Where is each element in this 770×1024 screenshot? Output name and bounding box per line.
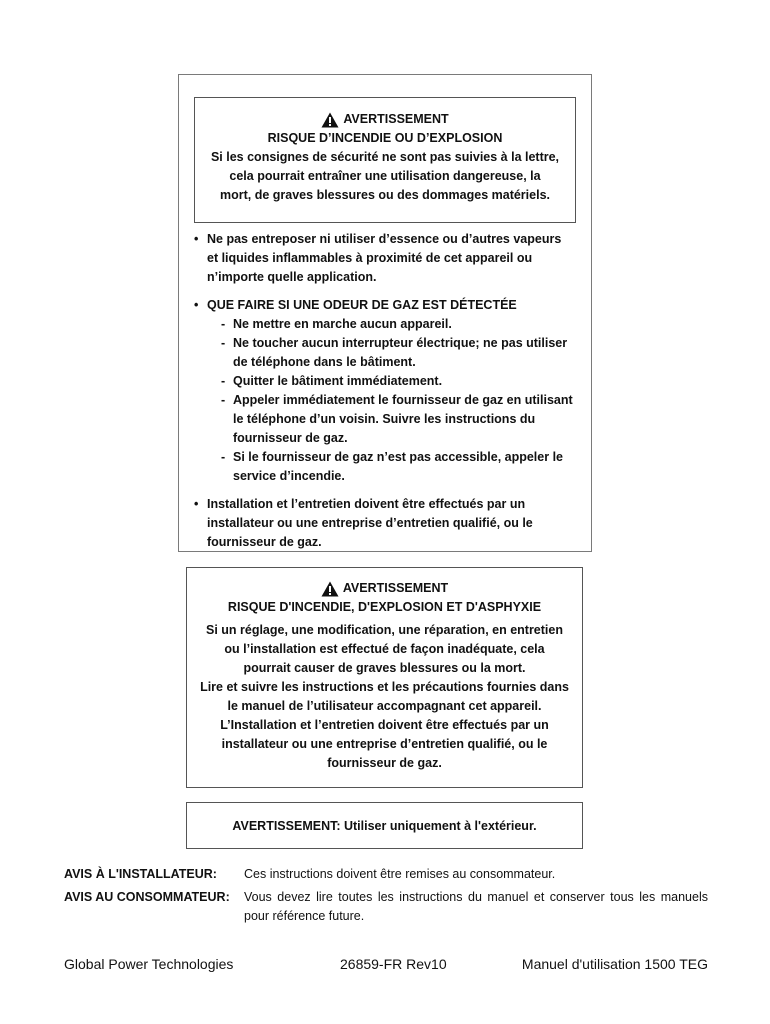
warning-line: ou l’installation est effectué de façon inadéquate, cela xyxy=(224,642,545,656)
warning-line: mort, de graves blessures ou des dommages matériels. xyxy=(220,188,550,202)
warning-box-outdoor xyxy=(186,802,583,849)
outdoor-warning-text: AVERTISSEMENT: Utiliser uniquement à l'extérieur. xyxy=(232,819,537,833)
warning-header xyxy=(187,579,582,598)
sub-item: - Ne mettre en marche aucun appareil. xyxy=(221,317,452,331)
warning-line: Si les consignes de sécurité ne sont pas suivies à la lettre, xyxy=(210,150,560,164)
installer-notice xyxy=(64,865,708,884)
installer-notice-text: Ces instructions doivent être remises au consommateur. xyxy=(244,867,556,881)
warning-subtitle: RISQUE D’INCENDIE OU D’EXPLOSION xyxy=(267,131,503,145)
warning-line: le manuel de l’utilisateur accompagnant cet appareil. xyxy=(227,699,542,713)
warning-line: fournisseur de gaz. xyxy=(327,756,442,770)
bullet-item: • Installation et l’entretien doivent être effectués par un installateur ou une entreprise d’entretien qualifié, ou le fournisseur de gaz. xyxy=(194,495,574,552)
sub-item: - Ne toucher aucun interrupteur électrique; ne pas utiliser de téléphone dans le bâtiment. xyxy=(221,336,568,369)
warning-triangle-icon xyxy=(321,112,339,128)
footer-company: Global Power Technologies xyxy=(64,956,234,972)
bullet-text: QUE FAIRE SI UNE ODEUR DE GAZ EST DÉTECTÉE xyxy=(207,298,517,312)
bullet-item: • Ne pas entreposer ni utiliser d’essence ou d’autres vapeurs et liquides inflammables à proximité de cet appareil ou n’importe quelle application. xyxy=(194,230,574,287)
warning-line: L’Installation et l’entretien doivent être effectués par un xyxy=(220,718,549,732)
bullet-text: Ne pas entreposer ni utiliser d’essence ou d’autres vapeurs et liquides inflammables à proximité de cet appareil ou n’importe quelle application. xyxy=(207,232,562,284)
warning-title: AVERTISSEMENT xyxy=(342,581,449,595)
consumer-notice-text: Vous devez lire toutes les instructions du manuel et conserver tous les manuels pour référence future. xyxy=(244,890,708,923)
footer-manual: Manuel d'utilisation 1500 TEG xyxy=(521,956,708,972)
sub-item: - Quitter le bâtiment immédiatement. xyxy=(221,374,443,388)
safety-bullet-list xyxy=(194,230,574,561)
footer-doc-number: 26859-FR Rev10 xyxy=(340,956,447,972)
bullet-item: • QUE FAIRE SI UNE ODEUR DE GAZ EST DÉTECTÉE - Ne mettre en marche aucun appareil. - Ne toucher aucun interrupteur électrique; ne pas utiliser de téléphone dans le bâtiment. - Quitter le bâtiment immédiatement. - Appeler immédiatement le fournisseur de gaz en utilisant le téléphone d’un voisin. Suivre les instructions du fournisseur de gaz. - Si le fournisseur de gaz n’est pas accessible, appeler le service d’incendie. xyxy=(194,296,574,486)
warning-line: installateur ou une entreprise d’entretien qualifié, ou le xyxy=(221,737,548,751)
sub-item: - Appeler immédiatement le fournisseur de gaz en utilisant le téléphone d’un voisin. Suivre les instructions du fournisseur de gaz. xyxy=(221,393,573,445)
consumer-notice-label: AVIS AU CONSOMMATEUR: xyxy=(64,890,230,904)
warning-header xyxy=(195,110,575,129)
warning-line: pourrait causer de graves blessures ou la mort. xyxy=(243,661,526,675)
warning-box-fire-explosion xyxy=(194,97,576,223)
consumer-notice xyxy=(64,888,708,926)
warning-title: AVERTISSEMENT xyxy=(343,112,449,126)
bullet-text: Installation et l’entretien doivent être effectués par un installateur ou une entreprise d’entretien qualifié, ou le fournisseur de gaz. xyxy=(207,497,533,549)
warning-line: Si un réglage, une modification, une réparation, en entretien xyxy=(205,623,563,637)
warning-subtitle: RISQUE D'INCENDIE, D'EXPLOSION ET D'ASPHYXIE xyxy=(227,600,542,614)
warning-line: Lire et suivre les instructions et les précautions fournies dans xyxy=(200,680,569,694)
warning-line: cela pourrait entraîner une utilisation dangereuse, la xyxy=(229,169,541,183)
warning-triangle-icon xyxy=(321,581,339,597)
sub-item: - Si le fournisseur de gaz n’est pas accessible, appeler le service d’incendie. xyxy=(221,450,563,483)
warning-box-asphyxia xyxy=(186,567,583,788)
installer-notice-label: AVIS À L'INSTALLATEUR: xyxy=(64,867,217,881)
